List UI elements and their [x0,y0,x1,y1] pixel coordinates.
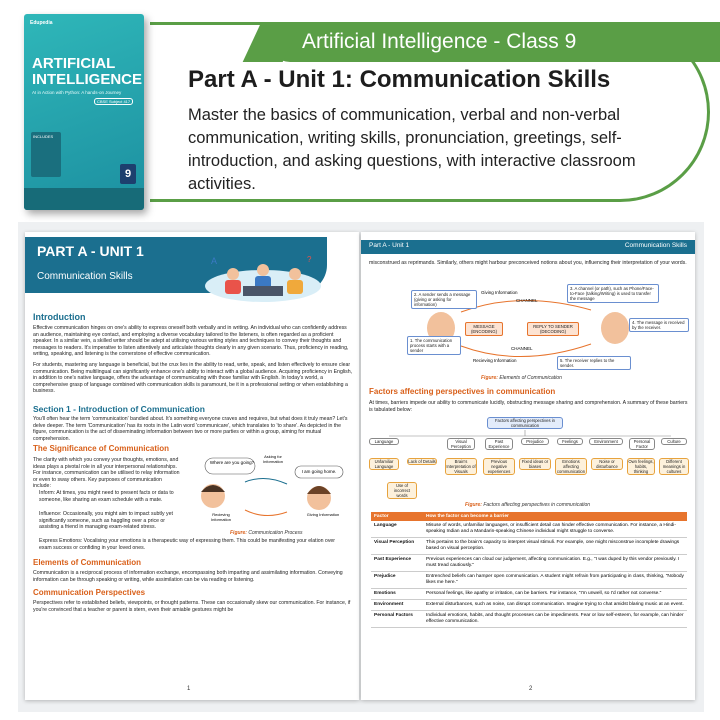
diagram-process-start: 1. The communication process starts with a sender [407,336,461,355]
tree-noise: Noise or disturbance [591,458,623,470]
figure-caption-elements [481,375,562,381]
intro-paragraph-2: For students, mastering any language is beneficial, but the crux lies in the ability to read, write, speak, and listen effectively to ensure clear communication. Being multilingual can significantly enhance one's ability to interact with a global audience. Acquiring proficiency in English, in addition to one's native language, offers the advantage of communicating with those familiar with English. In today's world, a comprehensive grasp of language combined with communication skills is paramount, be it in a professional setting or when establishing a business. [33,362,353,395]
tree-prejudice: Prejudice [521,438,549,445]
tree-unfamiliar-language: Unfamiliar Language [369,458,399,470]
figure1-text: Elements of Communication [499,375,562,381]
barriers-table [371,512,687,628]
figure1-label: Figure: [481,375,498,381]
table-cell-factor: Personal Factors [371,611,423,628]
table-row [371,555,687,572]
table-cell-factor: Visual Perception [371,538,423,555]
table-cell-factor: Emotions [371,589,423,600]
diagram-giving: Giving Information [481,290,518,295]
perspectives-paragraph: Perspectives refer to established beliefs, viewpoints, or thought patterns. These can occasionally skew our communication. For instance, if you're convinced that a teacher or parent is stern, even their amiable gestures might be [33,600,351,613]
table-cell-desc: Individual emotions, habits, and thought processes can be impediments. Fear or low self-esteem, for example, can hinder effective communication. [423,611,687,628]
svg-text:A: A [211,256,218,266]
section1-paragraph: You'll often hear the term 'communication' bandied about. It's something everyone craves and requires, but what does it truly mean? Let's delve deeper. The term 'Communication' has its roots in the Latin word 'communicare', which translates to 'to share'. As depicted in the figure, communication is the act of disseminating information between two or more parties or within a group, aiming for mutual comprehension. [33,416,348,442]
diagram-decoding: REPLY TO SENDER (DECODING) [527,322,579,336]
book-subtitle: AI in Action with Python: A hands-on Journey [32,90,122,95]
diagram-reply: 5. The receiver replies to the sender. [557,356,631,370]
table-row [371,538,687,555]
table-cell-desc: External disturbances, such as noise, can disrupt communication. Imagine trying to chat amidst blaring music at an event. [423,600,687,611]
intro-heading: Introduction [33,312,86,322]
tree-incorrect-words: Use of incorrect words [387,482,417,499]
tree-negative-experiences: Previous negative experiences [483,458,515,475]
tree-own-feelings: Own feelings, habits, thinking [628,459,654,474]
tree-environment: Environment [589,438,623,445]
section1-heading: Section 1 - Introduction of Communication [33,404,205,414]
tree-personal-factor: Personal Factor [629,438,655,450]
tree-past-experience: Past Experience [485,438,513,450]
book-footer [24,188,144,210]
table-header-barrier: How the factor can become a barrier [423,512,687,521]
figure2-text: Factors affecting perspectives in communication [483,502,591,508]
table-row [371,611,687,628]
bullet-inform: Inform: At times, you might need to present facts or data to someone, like sharing an exam schedule with a mate. [39,490,174,503]
diagram-sender: 2. A sender sends a message (giving or asking for information) [411,290,477,309]
elements-heading: Elements of Communication [33,558,142,567]
label-asking: Asking for Information [262,454,283,464]
students-illustration [203,252,323,304]
bubble-going-home: I am going home. [301,469,337,474]
table-row [371,572,687,589]
tree-lack-details: Lack of Details [408,459,436,464]
figure-caption-factors [465,502,590,508]
tree-language: Language [369,438,399,445]
tree-culture: Culture [661,438,687,445]
course-banner [270,22,720,62]
book-edition: CBSE Subject 417 [94,98,133,105]
table-cell-desc: Misuse of words, unfamiliar languages, or insufficient detail can hinder effective communication. For instance, a Hindi-speaking Indian and a Mandarin-speaking Chinese individual might struggle to converse. [423,521,687,538]
figure-caption-process [230,530,303,536]
page2-top-paragraph: misconstrued as reprimands. Similarly, others might harbour preconceived notions about you, influencing their interpretation of your words. [369,260,687,266]
table-header-row [371,512,687,521]
book-cover [24,14,144,210]
publisher-logo: Edupedia [30,20,53,26]
diagram-receiving: Recieving Information [473,358,517,363]
diagram-encoding: MESSAGE (ENCODING) [465,322,503,336]
table-cell-desc: This pertains to the brain's capacity to interpret visual stimuli. For example, one might misconstrue incomplete drawings based on visual perception. [423,538,687,555]
course-title: Artificial Intelligence - Class 9 [302,30,577,53]
page2-header-right: Communication Skills [624,242,687,249]
table-header-factor: Factor [371,512,423,521]
diagram-receiver-msg: 4. The message is received by the receiver. [629,318,689,332]
page2-header [361,240,695,254]
tree-visual-perception: Visual Perception [447,438,475,450]
bullet-express-emotions: Express Emotions: Vocalising your emotions is a therapeutic way of expressing them. This could be manifesting your elation over exam success or confiding in your loved ones. [39,538,336,551]
unit-title: Part A - Unit 1: Communication Skills [188,66,611,93]
page1-heading: PART A - UNIT 1 [37,243,144,259]
factors-paragraph: At times, barriers impede our ability to communicate lucidly, obstructing message sharing and comprehension. A summary of these barriers is tabulated below: [369,400,688,413]
significance-paragraph: The clarity with which you convey your thoughts, emotions, and ideas plays a pivotal role in all your interpersonal relationships. For instance, communication can be utilised to relay information or even to sway others. Key purposes of communication include: [33,457,180,490]
table-row [371,521,687,538]
table-row [371,600,687,611]
table-cell-factor: Past Experience [371,555,423,572]
page1-subheading: Communication Skills [37,271,133,282]
page1-number: 1 [187,686,191,692]
page2-number: 2 [529,686,533,692]
diagram-channel-box: 3. A channel (or path), such as Phone/Face-to-Face (talking/Writing) is used to transfer the message [567,284,659,303]
table-cell-desc: Previous experiences can cloud our judgement, affecting communication. E.g., "I was duped by this vendor previously. I must tread cautiously." [423,555,687,572]
diagram-channel-bottom: CHANNEL [511,346,533,351]
table-cell-factor: Prejudice [371,572,423,589]
class-number: 9 [120,164,136,184]
book-title: ARTIFICIAL INTELLIGENCE [32,55,143,88]
bullet-influence: Influence: Occasionally, you might aim to impact subtly yet significantly someone, such as haggling over a price or assisting a friend in managing exam-related stress. [39,511,173,531]
tree-feelings: Feelings [557,438,583,445]
tree-brain-interpretation: Brain's Interpretation of Visuals [446,459,476,474]
tree-different-meanings: Different meanings in cultures [659,458,689,475]
table-cell-factor: Language [371,521,423,538]
label-receiving: Recieving Information [210,512,231,522]
svg-text:?: ? [307,255,312,264]
label-giving: Giving Information [306,512,340,517]
page2-header-left: Part A - Unit 1 [369,242,410,249]
figure2-label: Figure: [465,502,482,508]
communication-process-figure [185,454,355,534]
book-includes: INCLUDES [31,132,61,177]
perspectives-heading: Communication Perspectives [33,588,146,597]
figure-caption-text: Communication Process [248,530,303,536]
tree-fixed-ideas: Fixed ideas or biases [519,458,551,470]
page-2 [361,232,695,700]
elements-paragraph: Communication is a reciprocal process of information exchange, encompassing both imparting and assimilating information. Conveying information can be through speaking or writing, while assimilation can be via reading or listening. [33,570,343,583]
diagram-channel-top: CHANNEL [516,298,538,303]
unit-description: Master the basics of communication, verbal and non-verbal communication, writing skills, pronunciation, greetings, self-introduction, and asking questions, with interactive classroom activities. [188,106,636,193]
table-cell-desc: Personal feelings, like apathy or irritation, can be barriers. For instance, "I'm unwell, so I'd rather not converse." [423,589,687,600]
intro-paragraph-1: Effective communication hinges on one's ability to express oneself both verbally and in writing. An individual who can confidently address an audience, maintaining eye contact, and employing a diverse vocabulary tailored to the listeners, is often regarded as a proficient speaker. In a similar vein, a skilled writer should be adept at utilising various writing styles and techniques to convey their thoughts and messages to readers. It's imperative to listen attentively and articulate thoughts clearly in any given scenario. Thus, proficiency in reading, writing, speaking, and listening is the cornerstone of effective communication. [33,325,349,358]
tree-emotions-affecting: Emotions affecting communication [556,459,586,474]
table-row [371,589,687,600]
significance-heading: The Significance of Communication [33,444,170,453]
table-cell-desc: Entrenched beliefs can hamper open communication. A student might refrain from participating in class, thinking, "Nobody likes me here." [423,572,687,589]
factors-heading: Factors affecting perspectives in communication [369,387,556,396]
bubble-where: Where are you going? [209,460,255,465]
table-cell-factor: Environment [371,600,423,611]
tree-root: Factors affecting perspectives in communication [487,417,563,429]
page-1 [25,232,359,700]
figure-label: Figure: [230,530,247,536]
